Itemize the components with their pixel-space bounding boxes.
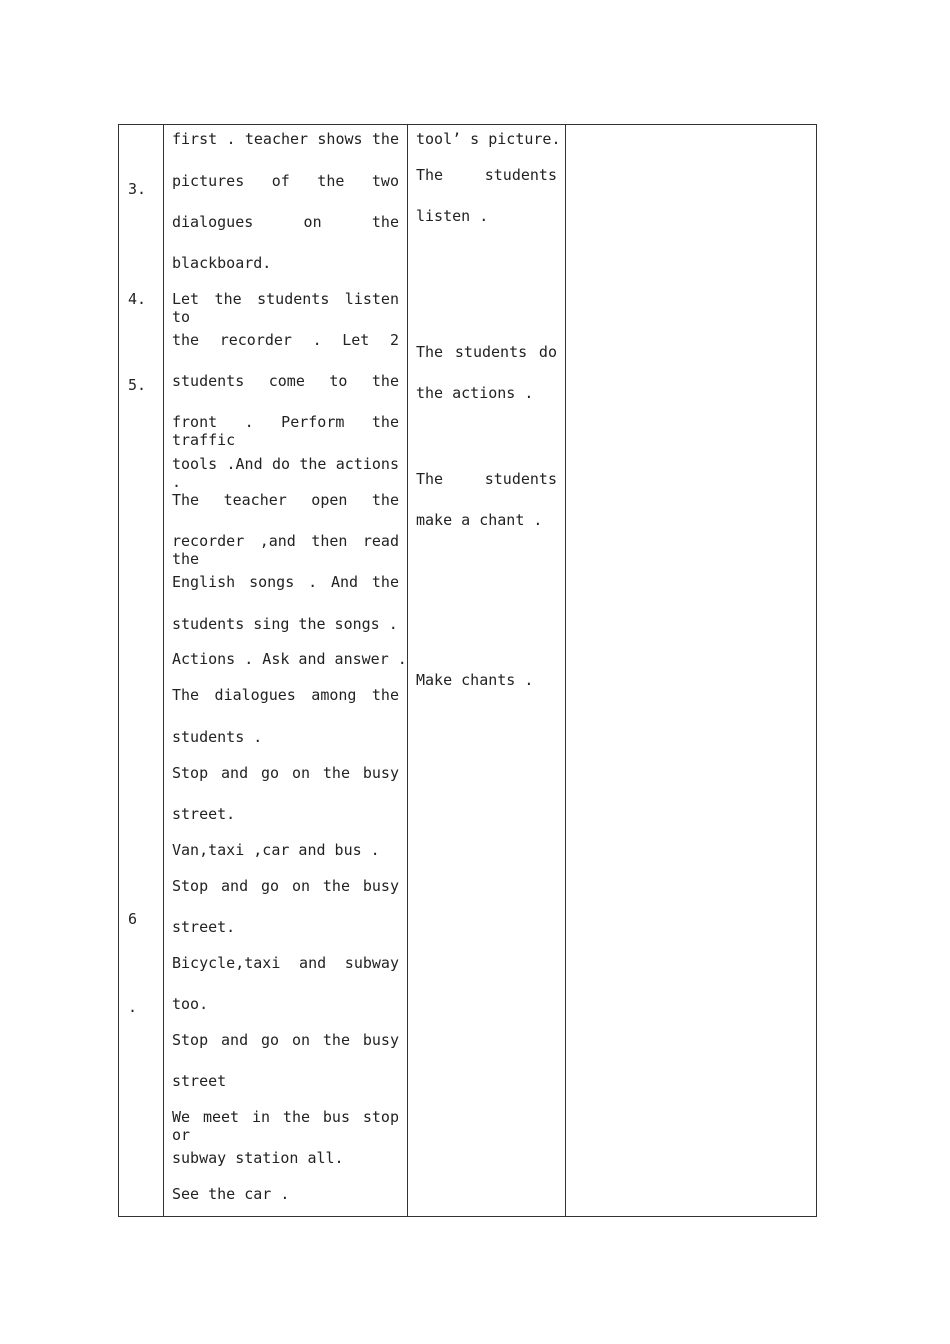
student-text-line: tool’ s picture.: [416, 130, 561, 148]
teacher-text-line: dialogues on the: [172, 213, 399, 231]
column-divider: [163, 125, 164, 1216]
teacher-text-line: The dialogues among the: [172, 686, 399, 704]
teacher-text-line: students sing the songs .: [172, 615, 398, 633]
teacher-text-line: front . Perform the traffic: [172, 413, 399, 449]
step-number: .: [128, 998, 138, 1016]
teacher-text-line: the recorder . Let 2: [172, 331, 399, 349]
student-text-line: listen .: [416, 207, 489, 225]
teacher-text-line: Stop and go on the busy: [172, 764, 399, 782]
teacher-text-line: Stop and go on the busy: [172, 877, 399, 895]
teacher-text-line: students come to the: [172, 372, 399, 390]
lesson-table: [118, 124, 817, 1217]
teacher-text-line: street: [172, 1072, 227, 1090]
teacher-text-line: recorder ,and then read the: [172, 532, 399, 568]
teacher-text-line: pictures of the two: [172, 172, 399, 190]
teacher-text-line: See the car .: [172, 1185, 290, 1203]
teacher-text-line: Let the students listen to: [172, 290, 399, 326]
column-divider: [565, 125, 566, 1216]
column-divider: [407, 125, 408, 1216]
teacher-text-line: first . teacher shows the: [172, 130, 399, 148]
step-number: 6: [128, 910, 138, 928]
student-text-line: The students: [416, 470, 557, 488]
teacher-text-line: Van,taxi ,car and bus .: [172, 841, 380, 859]
step-number: 4.: [128, 290, 147, 308]
student-text-line: the actions .: [416, 384, 534, 402]
step-number: 3.: [128, 180, 147, 198]
step-number: 5.: [128, 376, 147, 394]
teacher-text-line: too.: [172, 995, 209, 1013]
teacher-text-line: street.: [172, 805, 236, 823]
student-text-line: The students do: [416, 343, 557, 361]
teacher-text-line: tools .And do the actions .: [172, 455, 399, 491]
teacher-text-line: We meet in the bus stop or: [172, 1108, 399, 1144]
teacher-text-line: Actions . Ask and answer .: [172, 650, 407, 668]
teacher-text-line: subway station all.: [172, 1149, 344, 1167]
teacher-text-line: The teacher open the: [172, 491, 399, 509]
teacher-text-line: students .: [172, 728, 263, 746]
student-text-line: make a chant .: [416, 511, 543, 529]
teacher-text-line: Bicycle,taxi and subway: [172, 954, 399, 972]
student-text-line: The students: [416, 166, 557, 184]
teacher-text-line: street.: [172, 918, 236, 936]
teacher-text-line: blackboard.: [172, 254, 272, 272]
student-text-line: Make chants .: [416, 671, 534, 689]
teacher-text-line: Stop and go on the busy: [172, 1031, 399, 1049]
teacher-text-line: English songs . And the: [172, 573, 399, 591]
